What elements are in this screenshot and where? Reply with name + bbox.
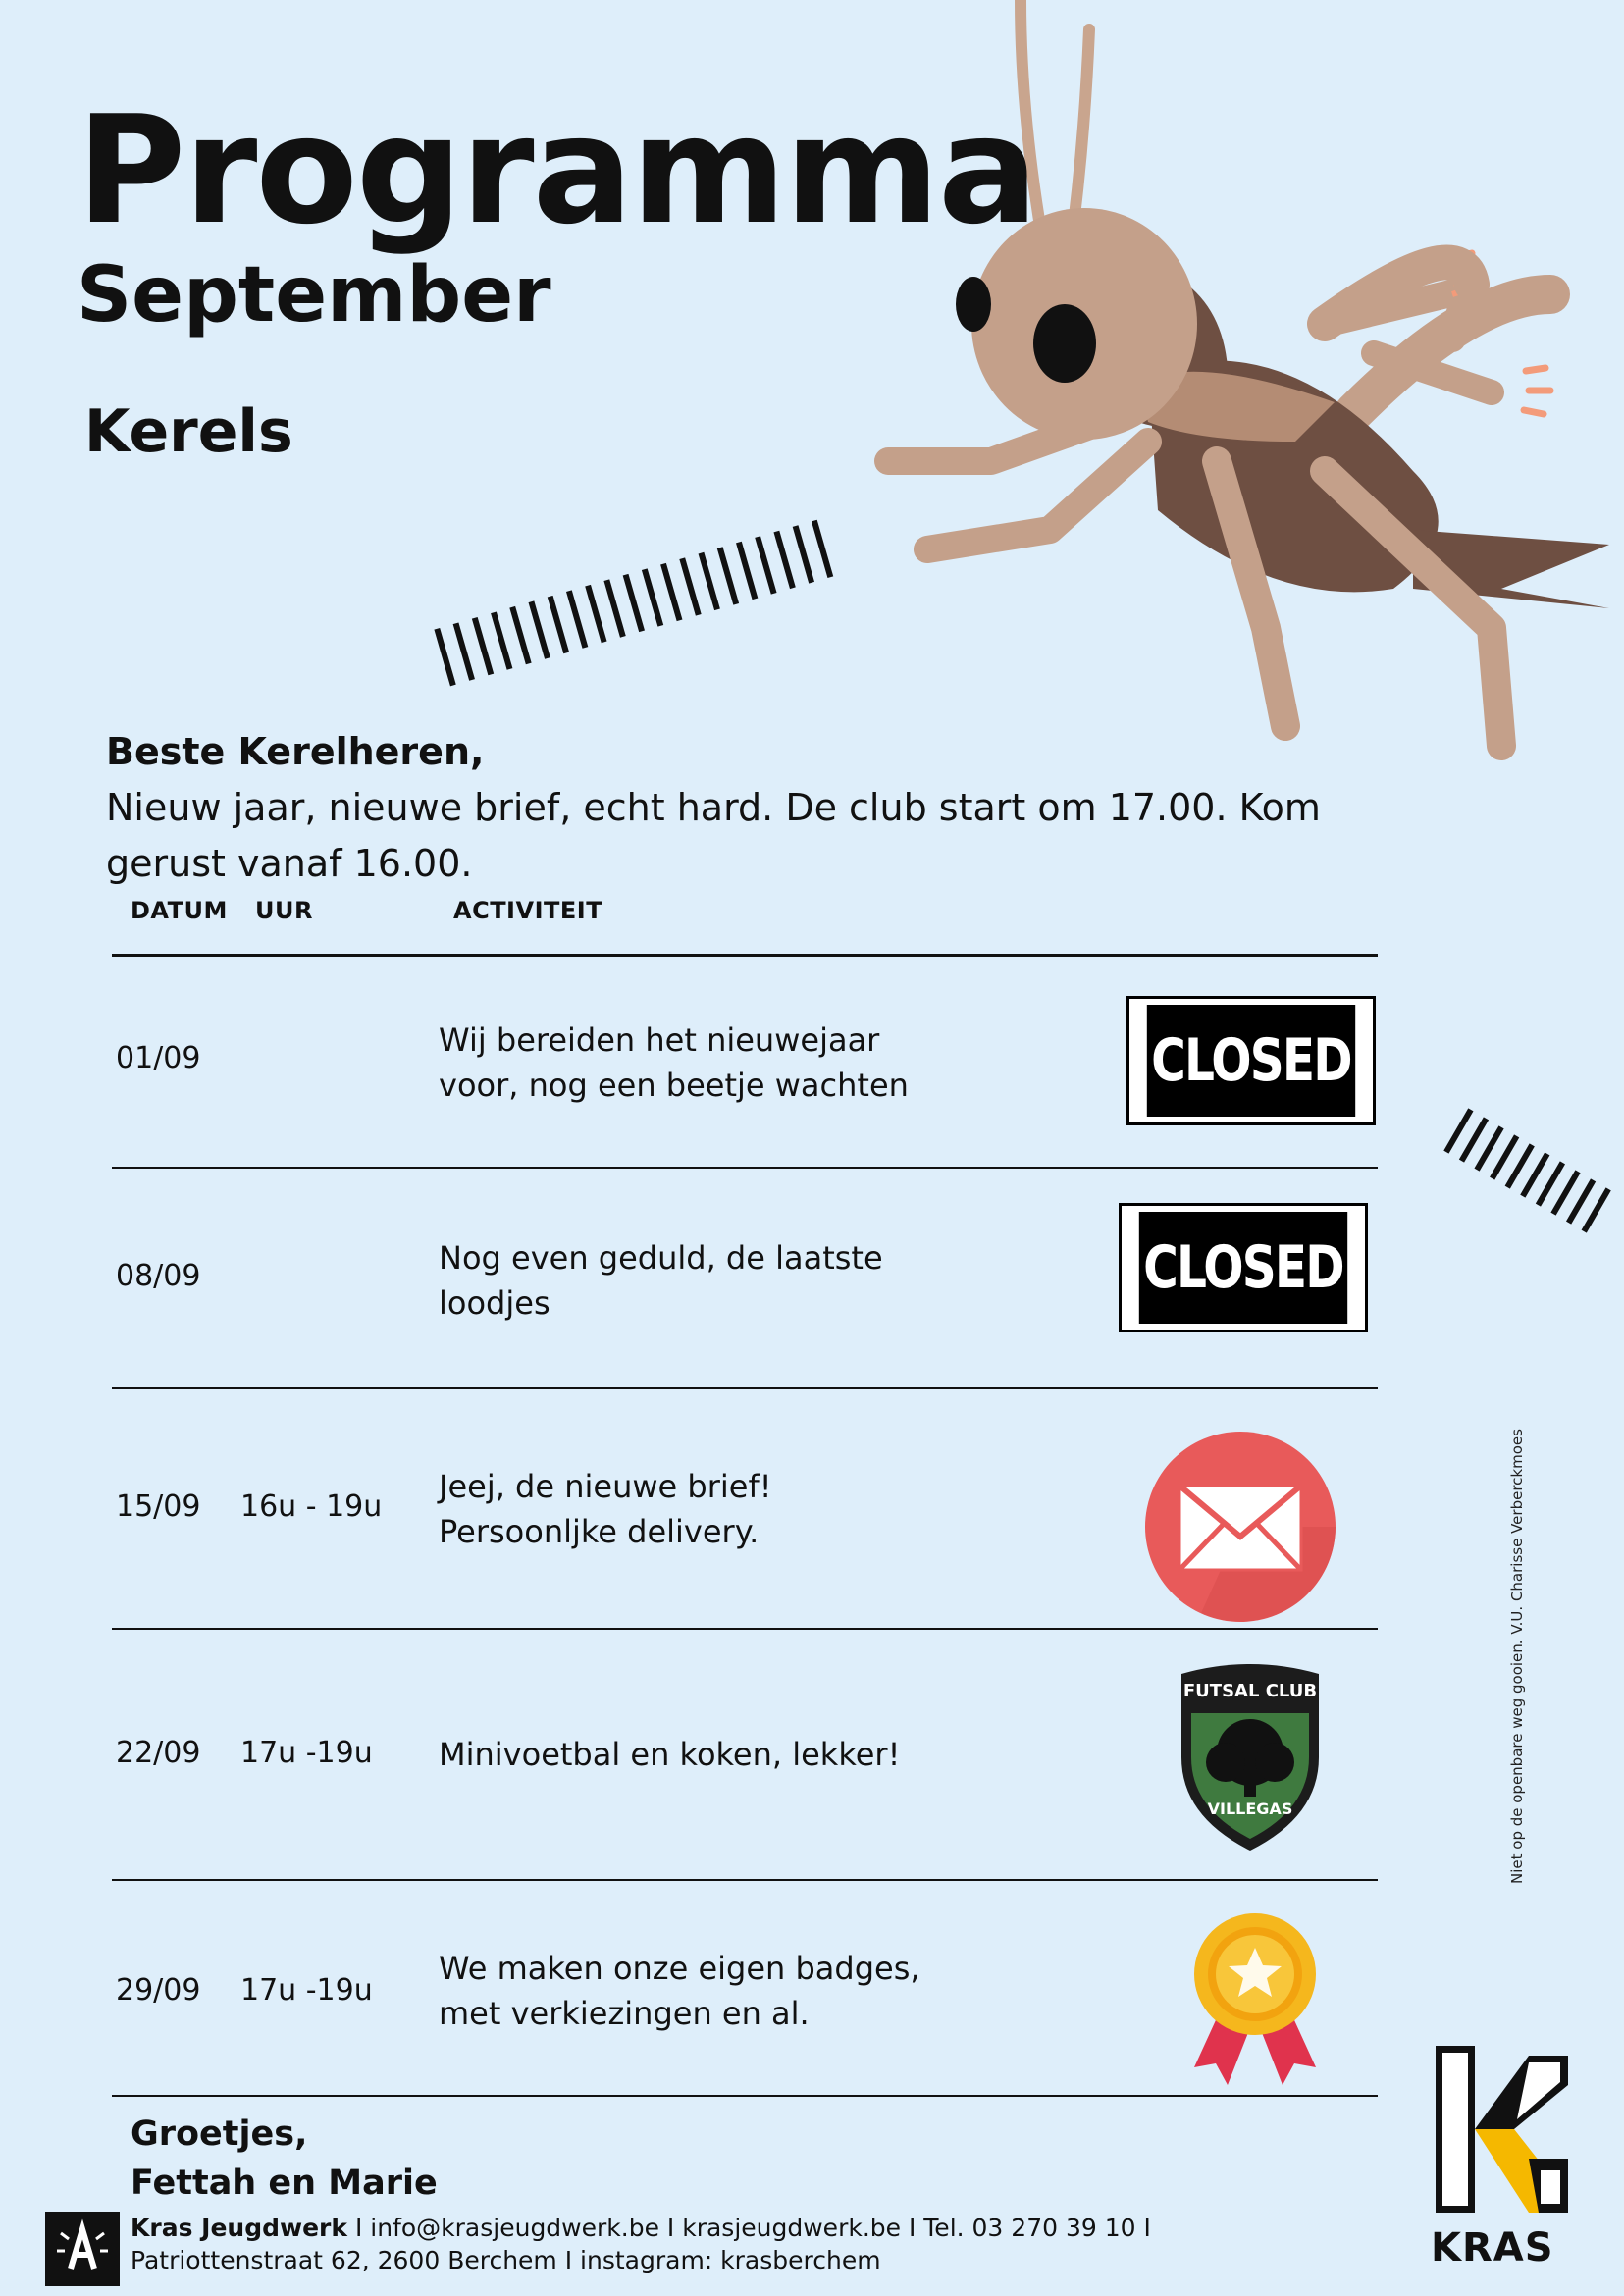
row-date: 01/09 xyxy=(116,1041,201,1075)
row-activity xyxy=(439,1235,883,1326)
antwerpen-logo-icon xyxy=(45,2212,120,2286)
row-date: 15/09 xyxy=(116,1489,201,1524)
row-time: 17u -19u xyxy=(240,1736,373,1770)
stripe-decoration xyxy=(420,510,881,706)
table-row xyxy=(112,1169,1378,1387)
row-time: 17u -19u xyxy=(240,1973,373,2008)
footer-line-1 xyxy=(131,2212,1151,2244)
row-activity-line: Jeej, de nieuwe brief! xyxy=(439,1468,772,1505)
vu-notice-text: Niet op de openbare weg gooien. V.U. Charisse Verberckmoes xyxy=(1508,1429,1526,1884)
stripe-decoration-right xyxy=(1438,1079,1624,1266)
header-time: UUR xyxy=(255,897,313,924)
kras-logo-text: KRAS xyxy=(1431,2225,1554,2270)
intro-line-2: gerust vanaf 16.00. xyxy=(106,842,473,885)
table-row xyxy=(112,1881,1378,2095)
table-row xyxy=(112,1389,1378,1628)
award-badge-icon xyxy=(1177,1910,1334,2092)
footer xyxy=(131,2212,1151,2276)
table-row xyxy=(112,1630,1378,1879)
row-date: 08/09 xyxy=(116,1259,201,1293)
closed-sign-label: CLOSED xyxy=(1147,1005,1355,1117)
table-row xyxy=(112,957,1378,1167)
row-date: 29/09 xyxy=(116,1973,201,2008)
header-activity: ACTIVITEIT xyxy=(453,897,603,924)
row-activity-line: loodjes xyxy=(439,1284,550,1322)
intro-greeting: Beste Kerelheren, xyxy=(106,730,485,773)
page-title: Programma xyxy=(77,83,1037,257)
futsal-club-logo-top: FUTSAL CLUB xyxy=(1182,1681,1318,1701)
footer-contact: I info@krasjeugdwerk.be I krasjeugdwerk.be I Tel. 03 270 39 10 I xyxy=(347,2214,1151,2242)
vu-notice xyxy=(1508,1413,1538,1884)
row-activity-line: Persoonljke delivery. xyxy=(439,1513,760,1550)
closed-sign-label: CLOSED xyxy=(1139,1212,1347,1324)
intro-line-1: Nieuw jaar, nieuwe brief, echt hard. De club start om 17.00. Kom xyxy=(106,786,1321,829)
header-date: DATUM xyxy=(131,897,228,924)
futsal-club-logo xyxy=(1172,1659,1329,1855)
row-activity-line: Minivoetbal en koken, lekker! xyxy=(439,1736,901,1773)
row-activity xyxy=(439,1946,920,2036)
row-activity-line: voor, nog een beetje wachten xyxy=(439,1067,909,1104)
row-activity-line: Wij bereiden het nieuwejaar xyxy=(439,1021,880,1059)
futsal-club-logo-bottom: VILLEGAS xyxy=(1207,1800,1293,1818)
closing-line-1: Groetjes, xyxy=(131,2114,308,2154)
kras-logo-icon xyxy=(1431,2041,1573,2218)
intro-text xyxy=(106,724,1382,892)
envelope-icon xyxy=(1142,1429,1338,1625)
row-activity-line: We maken onze eigen badges, xyxy=(439,1950,920,1987)
row-activity-line: Nog even geduld, de laatste xyxy=(439,1239,883,1277)
row-time: 16u - 19u xyxy=(240,1489,383,1524)
group-name: Kerels xyxy=(84,397,293,466)
footer-line-2: Patriottenstraat 62, 2600 Berchem I instagram: krasberchem xyxy=(131,2246,881,2274)
closed-sign-icon xyxy=(1126,996,1376,1125)
row-activity-line: met verkiezingen en al. xyxy=(439,1995,810,2032)
row-activity xyxy=(439,1464,772,1554)
row-activity xyxy=(439,1018,909,1108)
table-rule xyxy=(112,2095,1378,2097)
row-date: 22/09 xyxy=(116,1736,201,1770)
row-activity xyxy=(439,1732,900,1777)
page-subtitle: September xyxy=(77,251,551,339)
closing-line-2: Fettah en Marie xyxy=(131,2164,438,2203)
closed-sign-icon xyxy=(1119,1203,1368,1332)
closing xyxy=(131,2110,438,2208)
footer-org: Kras Jeugdwerk xyxy=(131,2214,348,2242)
